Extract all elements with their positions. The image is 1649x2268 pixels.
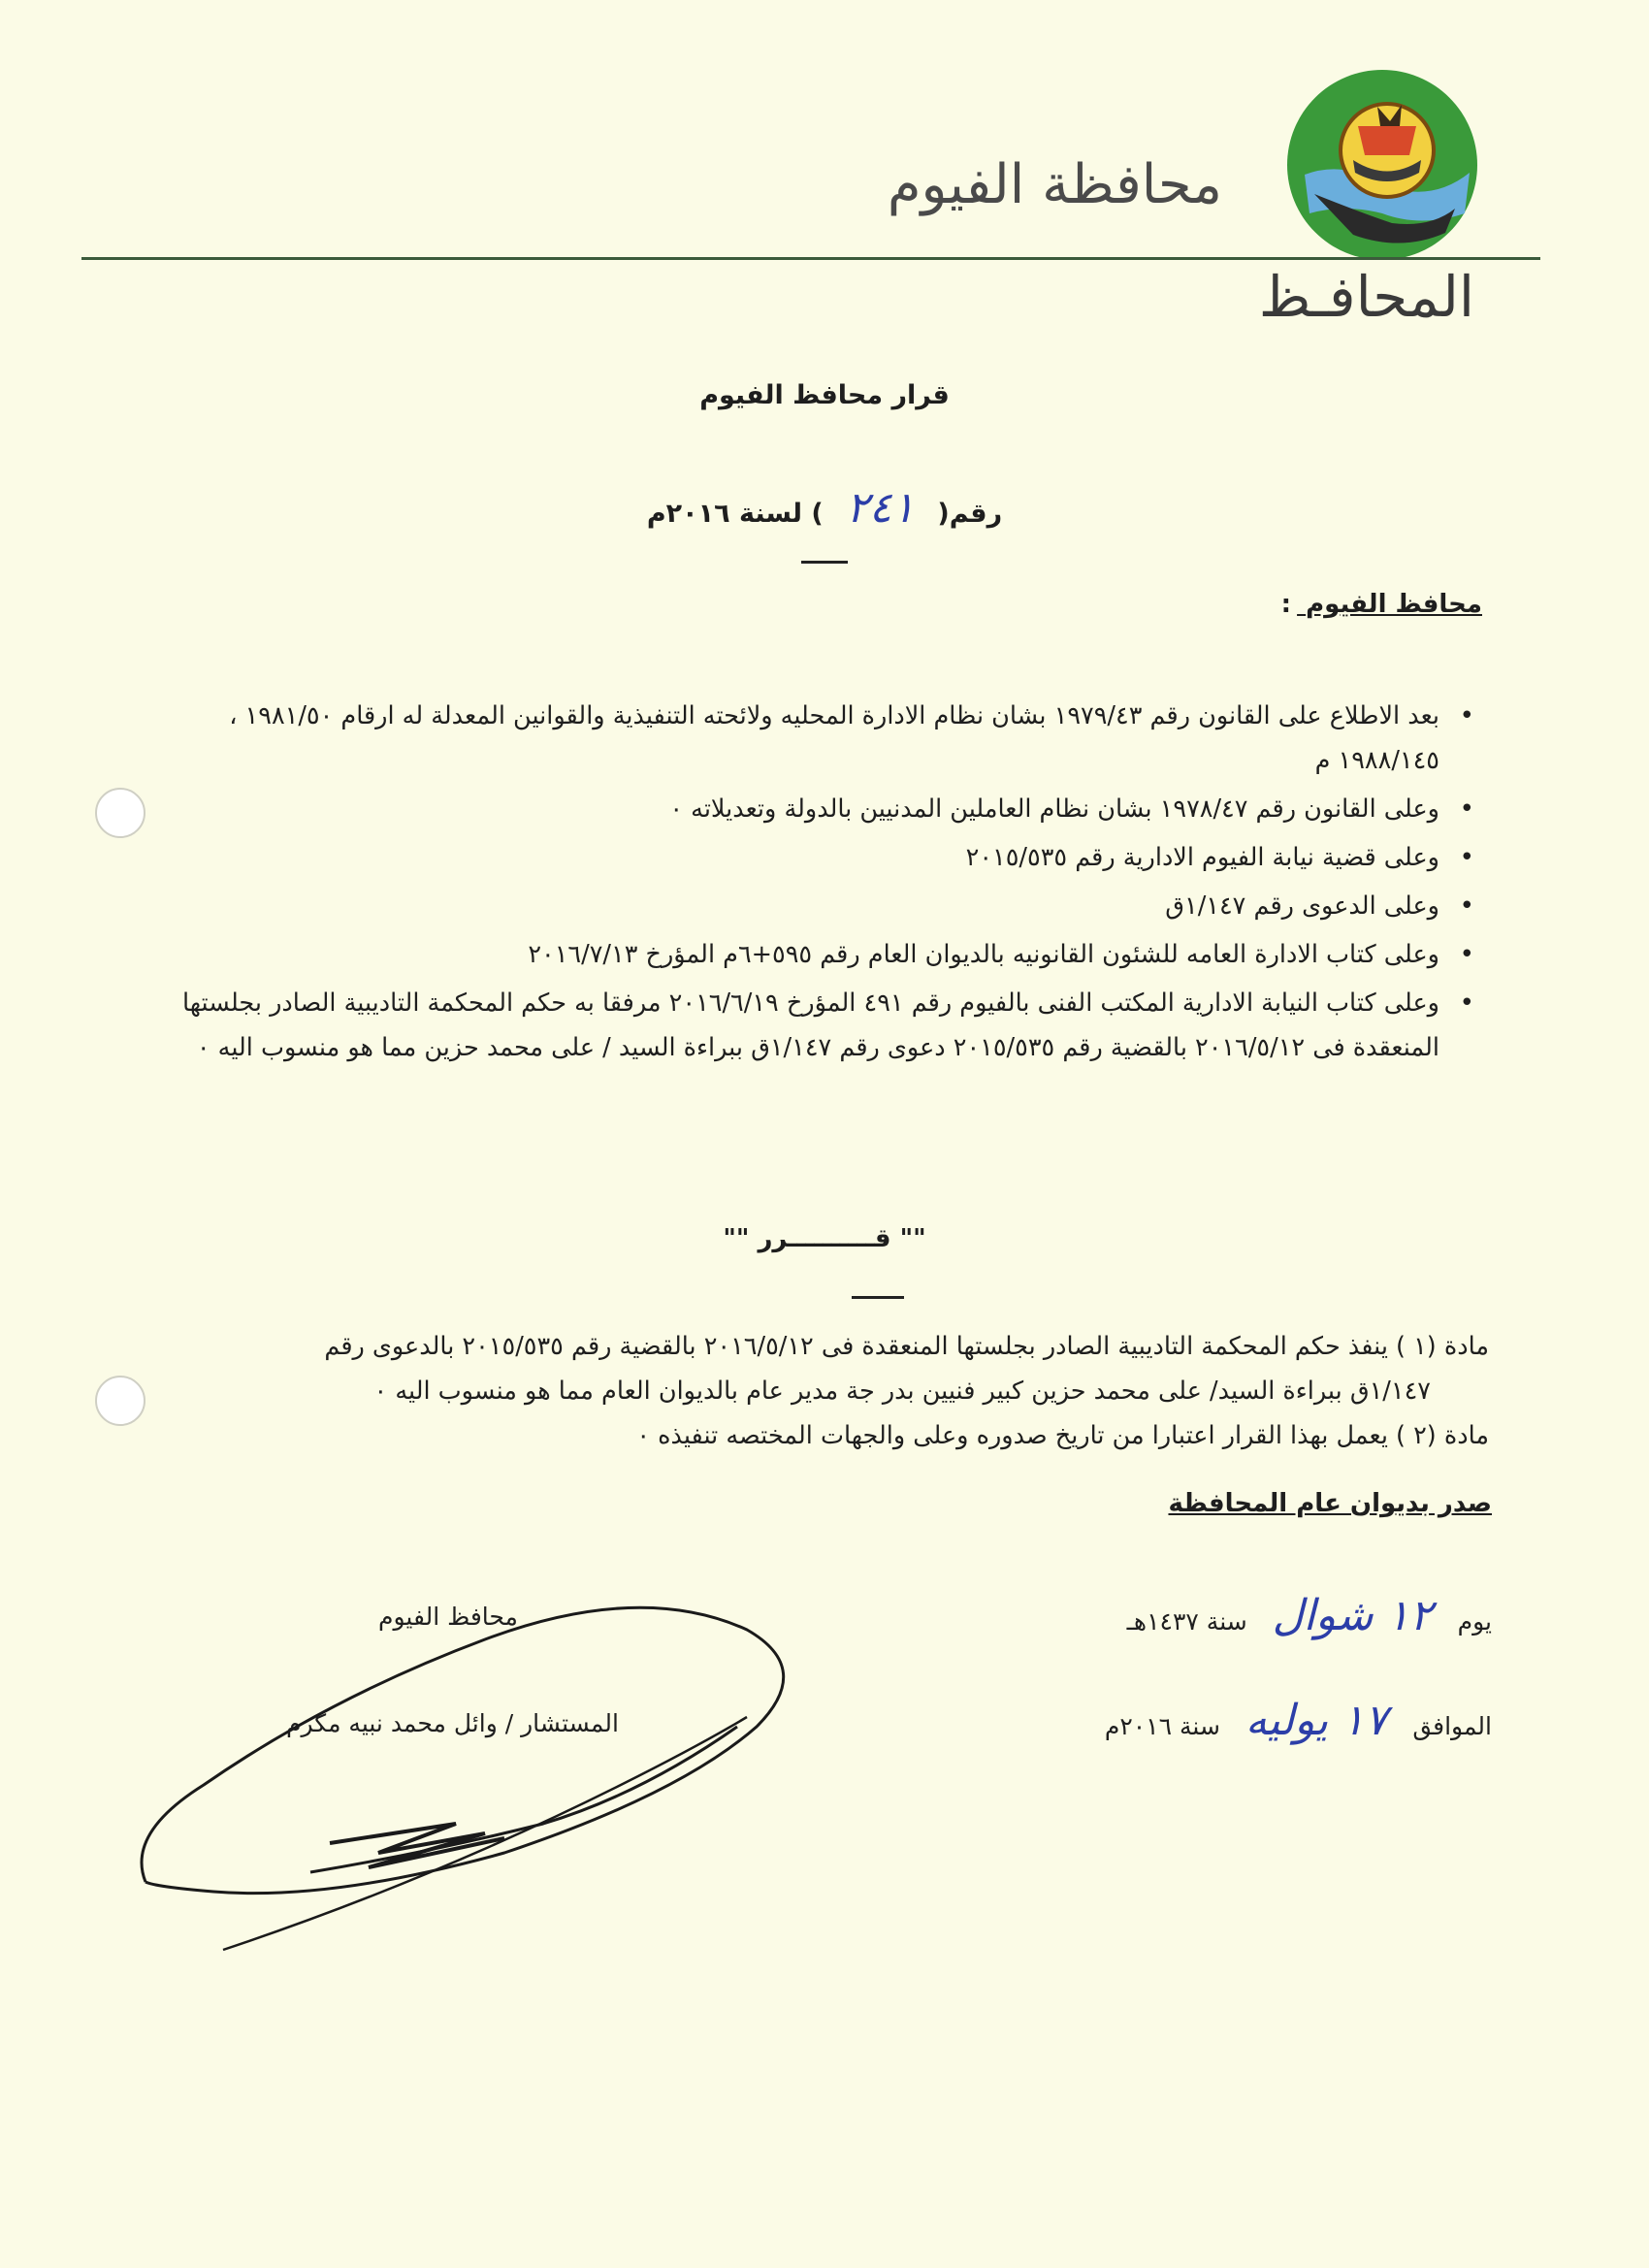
article-1-line-2: ١/١٤٧ق ببراءة السيد/ على محمد حزين كبير فنيين بدر جة مدير عام بالديوان العام مما هو منسوب اليه ٠ [373,1377,1431,1406]
decree-number-suffix: ) لسنة ٢٠١٦م [646,499,824,529]
recital-item: • وعلى الدعوى رقم ١/١٤٧ق [136,884,1474,928]
articles-block [131,1324,1489,1458]
decree-number-row [0,483,1649,533]
recital-item: • وعلى القانون رقم ١٩٧٨/٤٧ بشان نظام العاملين المدنيين بالدولة وتعديلاته ٠ [136,787,1474,831]
decree-number-prefix: رقم( [937,499,1003,529]
hijri-date [1127,1591,1492,1640]
hijri-date-label: يوم [1457,1607,1492,1636]
title-dash [801,561,848,564]
recital-item: • بعد الاطلاع على القانون رقم ١٩٧٩/٤٣ بشان نظام الادارة المحليه ولائحته التنفيذية والقوانين المعدلة له ارقام ١٩٨١/٥٠ ، ١٩٨٨/١٤٥ م [136,694,1474,783]
gregorian-date-label: الموافق [1412,1712,1492,1740]
addressee-line [1281,590,1482,619]
article-1-line-1: مادة (١ ) ينفذ حكم المحكمة التاديبية الصادر بجلستها المنعقدة فى ٢٠١٦/٥/١٢ بالقضية رقم ٢٠١٥/٥٣٥ بالدعوى رقم [324,1332,1489,1361]
emblem-icon [1285,68,1479,262]
recital-item: • وعلى كتاب الادارة العامه للشئون القانونيه بالديوان العام رقم ٥٩٥+٦م المؤرخ ٢٠١٦/٧/١٣ [136,932,1474,977]
issued-statement: صدر بديوان عام المحافظة [1168,1489,1492,1518]
signature-scrawl [136,1591,795,1960]
hijri-date-handwritten: ١٢ شوال [1272,1591,1433,1640]
recital-item: • وعلى كتاب النيابة الادارية المكتب الفنى بالفيوم رقم ٤٩١ المؤرخ ٢٠١٦/٦/١٩ مرفقا به حكم المحكمة التاديبية الصادر بجلستها المنعقدة فى ٢٠١٦/٥/١٢ بالقضية رقم ٢٠١٥/٥٣٥ دعوى رقم ١/١٤٧ق ببراءة السيد / على محمد حزين مما هو منسوب اليه ٠ [136,981,1474,1070]
header-divider [81,257,1540,260]
signatory-title: محافظ الفيوم [378,1603,518,1631]
gregorian-date-year: سنة ٢٠١٦م [1104,1712,1220,1740]
signatory-name: المستشار / وائل محمد نبيه مكرم [286,1709,619,1737]
header-title: محافظة الفيوم [887,153,1222,216]
recitals-list [136,694,1474,1074]
addressee-colon: : [1280,590,1292,619]
decided-dash [852,1296,904,1299]
gregorian-date [1105,1696,1492,1745]
hijri-date-year: سنة ١٤٣٧هـ [1126,1607,1247,1636]
gregorian-date-handwritten: ١٧ يوليه [1245,1696,1388,1745]
decree-number-handwritten: ٢٤١ [846,483,916,533]
decree-title: قرار محافظ الفيوم [699,380,950,410]
governor-office-label: المحافـظ [1258,264,1474,330]
addressee: محافظ الفيوم [1306,590,1482,619]
article-2-line-1: مادة (٢ ) يعمل بهذا القرار اعتبارا من تاريخ صدوره وعلى والجهات المختصه تنفيذه ٠ [636,1421,1489,1450]
decided-heading: "" قــــــــــرر "" [723,1224,926,1253]
governorate-emblem [1285,68,1479,262]
recital-item: • وعلى قضية نيابة الفيوم الادارية رقم ٢٠١٥/٥٣٥ [136,835,1474,880]
